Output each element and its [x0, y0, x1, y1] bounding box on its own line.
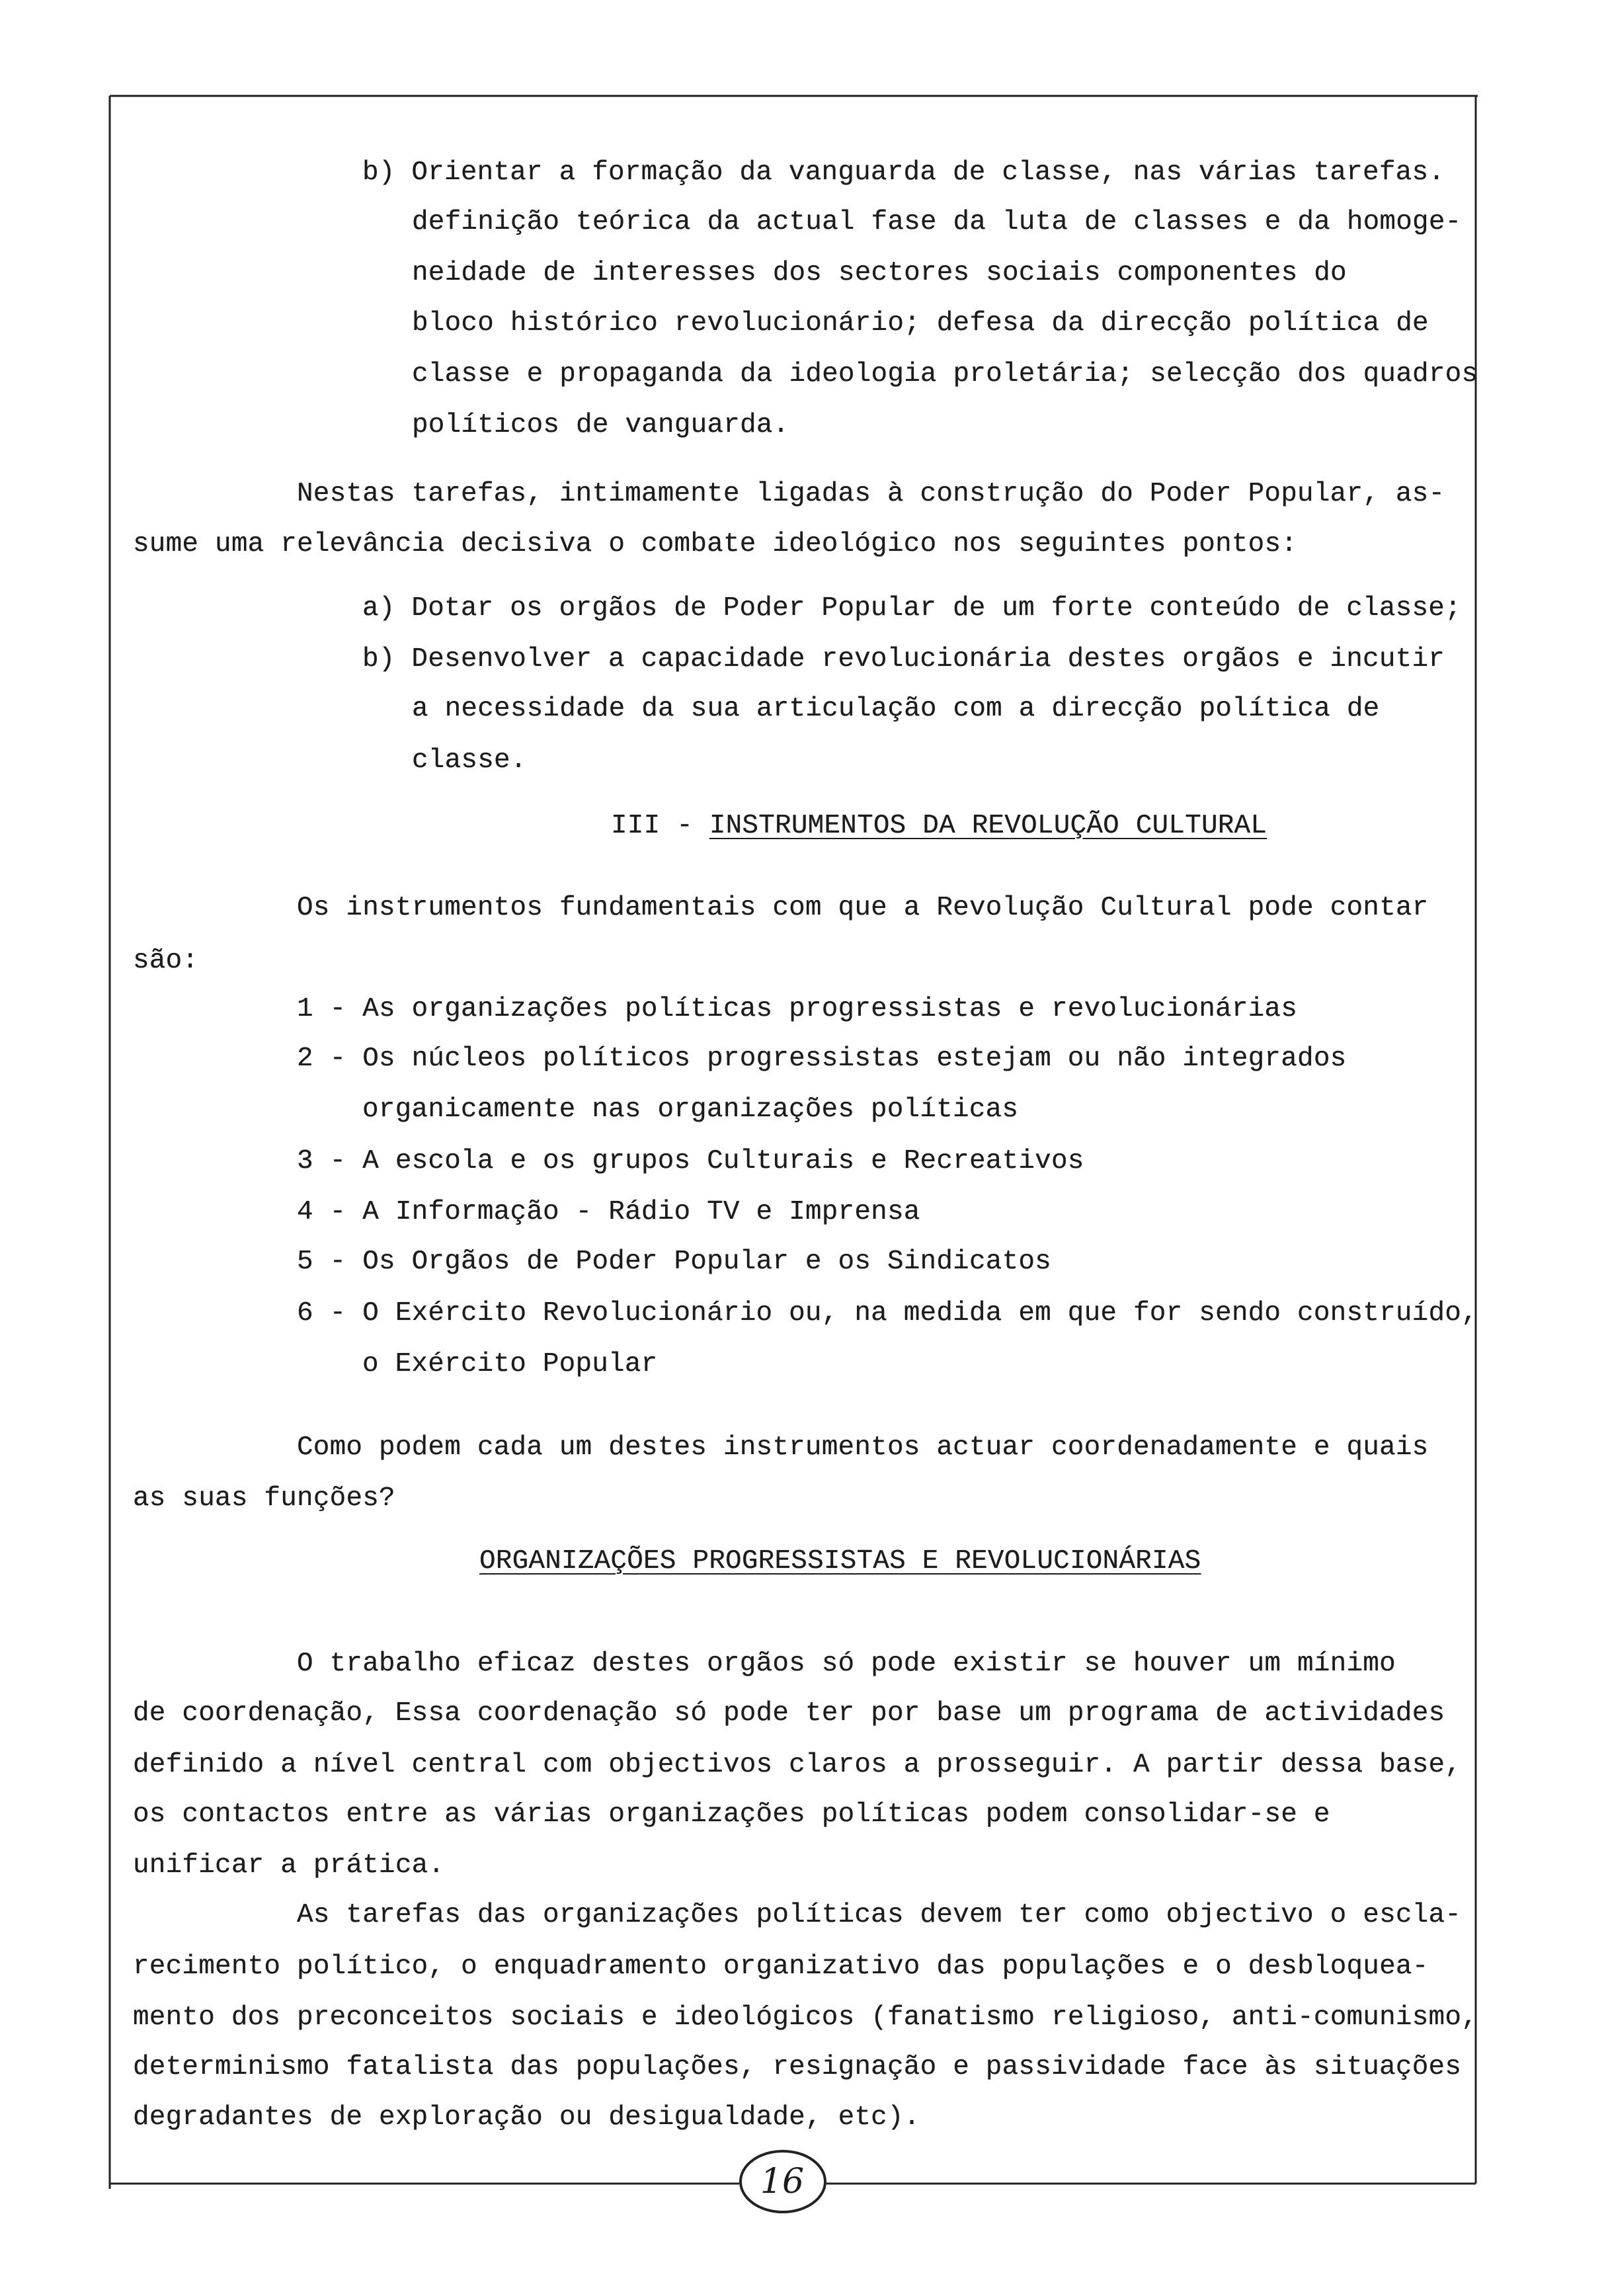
subsection-title: ORGANIZAÇÕES PROGRESSISTAS E REVOLUCIONÁRIAS — [479, 1546, 1201, 1577]
item-b-line: classe e propaganda da ideologia proletária; selecção dos quadros — [412, 359, 1478, 390]
list-item: 3 - A escola e os grupos Culturais e Recreativos — [297, 1146, 1084, 1176]
item-b-line: políticos de vanguarda. — [412, 410, 789, 440]
paragraph-line: unificar a prática. — [133, 1850, 445, 1881]
paragraph-line: definido a nível central com objectivos claros a prosseguir. A partir dessa base, — [133, 1750, 1462, 1780]
question-line: as suas funções? — [133, 1483, 395, 1514]
paragraph-line: As tarefas das organizações políticas devem ter como objectivo o escla- — [297, 1900, 1462, 1930]
intro-line: são: — [133, 946, 199, 976]
paragraph-line: mento dos preconceitos sociais e ideológicos (fanatismo religioso, anti-comunismo, — [133, 2002, 1478, 2033]
intro-line: Os instrumentos fundamentais com que a Revolução Cultural pode contar — [297, 893, 1429, 923]
paragraph-line: sume uma relevância decisiva o combate ideológico nos seguintes pontos: — [133, 529, 1298, 559]
list-item: 5 - Os Orgãos de Poder Popular e os Sindicatos — [297, 1247, 1051, 1277]
section-title: INSTRUMENTOS DA REVOLUÇÃO CULTURAL — [709, 811, 1267, 841]
section-numeral: III - — [611, 811, 709, 841]
paragraph-line: Nestas tarefas, intimamente ligadas à construção do Poder Popular, as- — [297, 479, 1445, 509]
section-heading — [611, 810, 1267, 842]
paragraph-line: os contactos entre as várias organizações políticas podem consolidar-se e — [133, 1799, 1330, 1830]
list-item-continuation: o Exército Popular — [362, 1349, 658, 1379]
page-number: 16 — [760, 2162, 805, 2201]
point-line: a necessidade da sua articulação com a direcção política de — [412, 694, 1380, 724]
item-b-line: definição teórica da actual fase da luta de classes e da homoge- — [412, 207, 1462, 237]
item-b-line: neidade de interesses dos sectores sociais componentes do — [412, 258, 1347, 288]
paragraph-line: determinismo fatalista das populações, resignação e passividade face às situações — [133, 2052, 1462, 2082]
paragraph-line: degradantes de exploração ou desigualdade, etc). — [133, 2102, 920, 2133]
list-item: 6 - O Exército Revolucionário ou, na medida em que for sendo construído, — [297, 1298, 1478, 1329]
point-line: b) Desenvolver a capacidade revolucionária destes orgãos e incutir — [362, 644, 1445, 675]
list-item: 4 - A Informação - Rádio TV e Imprensa — [297, 1197, 920, 1227]
paragraph-line: recimento político, o enquadramento organizativo das populações e o desbloquea- — [133, 1951, 1429, 1982]
paragraph-line: O trabalho eficaz destes orgãos só pode existir se houver um mínimo — [297, 1649, 1396, 1679]
question-line: Como podem cada um destes instrumentos actuar coordenadamente e quais — [297, 1432, 1429, 1463]
item-b-line: bloco histórico revolucionário; defesa da direcção política de — [412, 308, 1429, 339]
list-item-continuation: organicamente nas organizações políticas — [362, 1094, 1019, 1125]
paragraph-line: de coordenação, Essa coordenação só pode ter por base um programa de actividades — [133, 1698, 1445, 1729]
point-line: classe. — [412, 745, 527, 776]
list-item: 1 - As organizações políticas progressistas e revolucionárias — [297, 994, 1298, 1024]
item-b-line: b) Orientar a formação da vanguarda de classe, nas várias tarefas. — [362, 157, 1445, 188]
list-item: 2 - Os núcleos políticos progressistas estejam ou não integrados — [297, 1044, 1347, 1074]
point-line: a) Dotar os orgãos de Poder Popular de um forte conteúdo de classe; — [362, 593, 1461, 624]
